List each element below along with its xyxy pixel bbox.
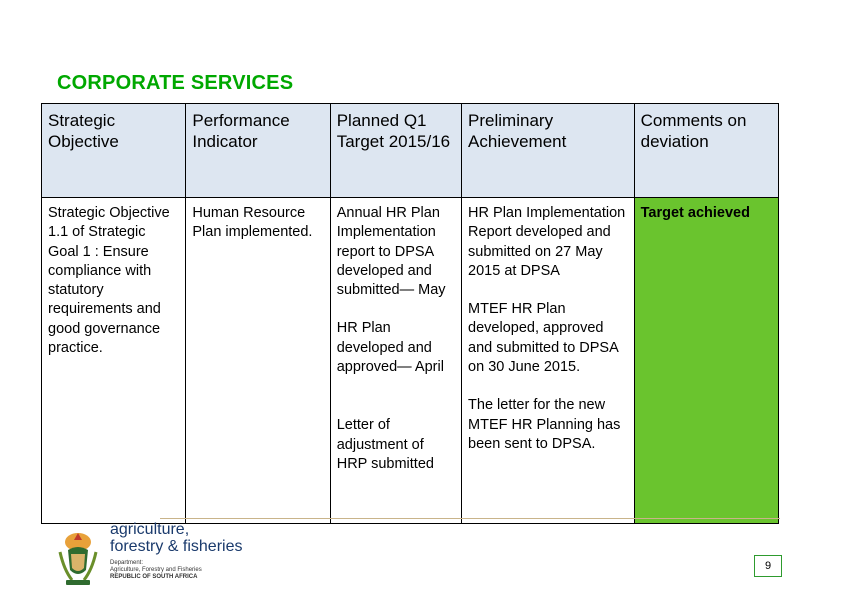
- cell-comment: [634, 198, 778, 524]
- objective-text: Strategic Objective 1.1 of Strategic Goal 1 : Ensure compliance with statutory requirements and good governance practice.: [48, 205, 170, 357]
- performance-table: [41, 103, 779, 524]
- target-item: Annual HR Plan Implementation report to DPSA developed and submitted— May: [336, 205, 446, 299]
- indicator-text: Human Resource Plan implemented.: [192, 205, 313, 241]
- logo-text-line1: agriculture,: [110, 521, 190, 538]
- achievement-item: HR Plan Implementation Report developed and submitted on 27 May 2015 at DPSA: [468, 205, 626, 279]
- target-item: Letter of adjustment of HRP submitted: [336, 417, 434, 472]
- comment-text: Target achieved: [640, 205, 750, 221]
- page-title: CORPORATE SERVICES: [57, 72, 294, 94]
- achievement-item: MTEF HR Plan developed, approved and submitted to DPSA on 30 June 2015.: [468, 301, 618, 376]
- cell-targets: [330, 198, 461, 524]
- page-number: 9: [754, 555, 782, 577]
- logo-country: REPUBLIC OF SOUTH AFRICA: [110, 574, 198, 580]
- header-comments: Comments on deviation: [634, 104, 778, 198]
- header-performance-indicator: Performance Indicator: [186, 104, 330, 198]
- cell-indicator: [186, 198, 330, 524]
- achievement-item: The letter for the new MTEF HR Planning has been sent to DPSA.: [468, 397, 621, 452]
- table-header-row: [42, 104, 779, 198]
- coat-of-arms-icon: [54, 530, 102, 588]
- logo-dept-label: Department:: [110, 560, 144, 566]
- target-item: HR Plan developed and approved— April: [336, 320, 444, 376]
- header-strategic-objective: Strategic Objective: [42, 104, 186, 198]
- logo-text-line2: forestry & fisheries: [110, 538, 243, 555]
- department-logo: [44, 518, 254, 588]
- cell-achievements: [462, 198, 635, 524]
- header-planned-target: Planned Q1 Target 2015/16: [330, 104, 461, 198]
- logo-department-text: [110, 560, 202, 581]
- logo-dept-full: Agriculture, Forestry and Fisheries: [110, 567, 202, 573]
- table-row: [42, 198, 779, 524]
- cell-objective: [42, 198, 186, 524]
- header-preliminary-achievement: Preliminary Achievement: [462, 104, 635, 198]
